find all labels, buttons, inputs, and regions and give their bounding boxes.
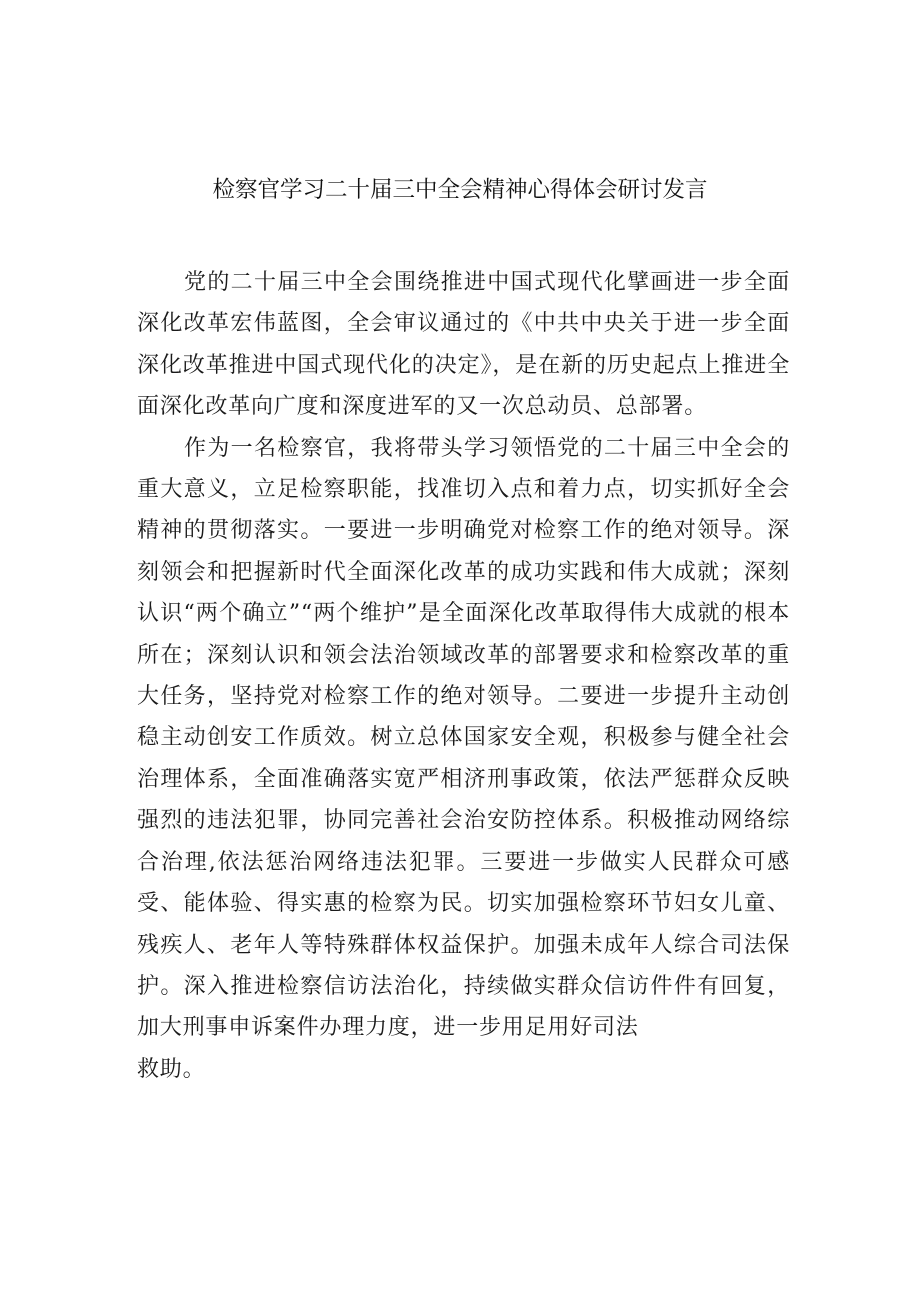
document-title: 检察官学习二十届三中全会精神心得体会研讨发言 xyxy=(212,177,708,203)
paragraph-tail: 救助。 xyxy=(137,1056,206,1082)
paragraph-intro: 党的二十届三中全会围绕推进中国式现代化擘画进一步全面深化改革宏伟蓝图，全会审议通过的《中共中央关于进一步全面深化改革推进中国式现代化的决定》，是在新的历史起点上推进全面深化改革向广度和深度进军的又一次总动员、总部署。 xyxy=(137,270,790,420)
paragraph-main: 作为一名检察官，我将带头学习领悟党的二十届三中全会的重大意义，立足检察职能，找准切入点和着力点，切实抓好全会精神的贯彻落实。一要进一步明确党对检察工作的绝对领导。深刻领会和把握新时代全面深化改革的成功实践和伟大成就；深刻认识“两个确立”“两个维护”是全面深化改革取得伟大成就的根本所在；深刻认识和领会法治领域改革的部署要求和检察改革的重大任务，坚持党对检察工作的绝对领导。二要进一步提升主动创稳主动创安工作质效。树立总体国家安全观，积极参与健全社会治理体系，全面准确落实宽严相济刑事政策，依法严惩群众反映强烈的违法犯罪，协同完善社会治安防控体系。积极推动网络综合治理,依法惩治网络违法犯罪。三要进一步做实人民群众可感受、能体验、得实惠的检察为民。切实加强检察环节妇女儿童、残疾人、老年人等特殊群体权益保护。加强未成年人综合司法保护。深入推进检察信访法治化，持续做实群众信访件件有回复，加大刑事申诉案件办理力度，进一步用足用好司法 xyxy=(137,435,790,1041)
document-body xyxy=(137,262,790,1090)
